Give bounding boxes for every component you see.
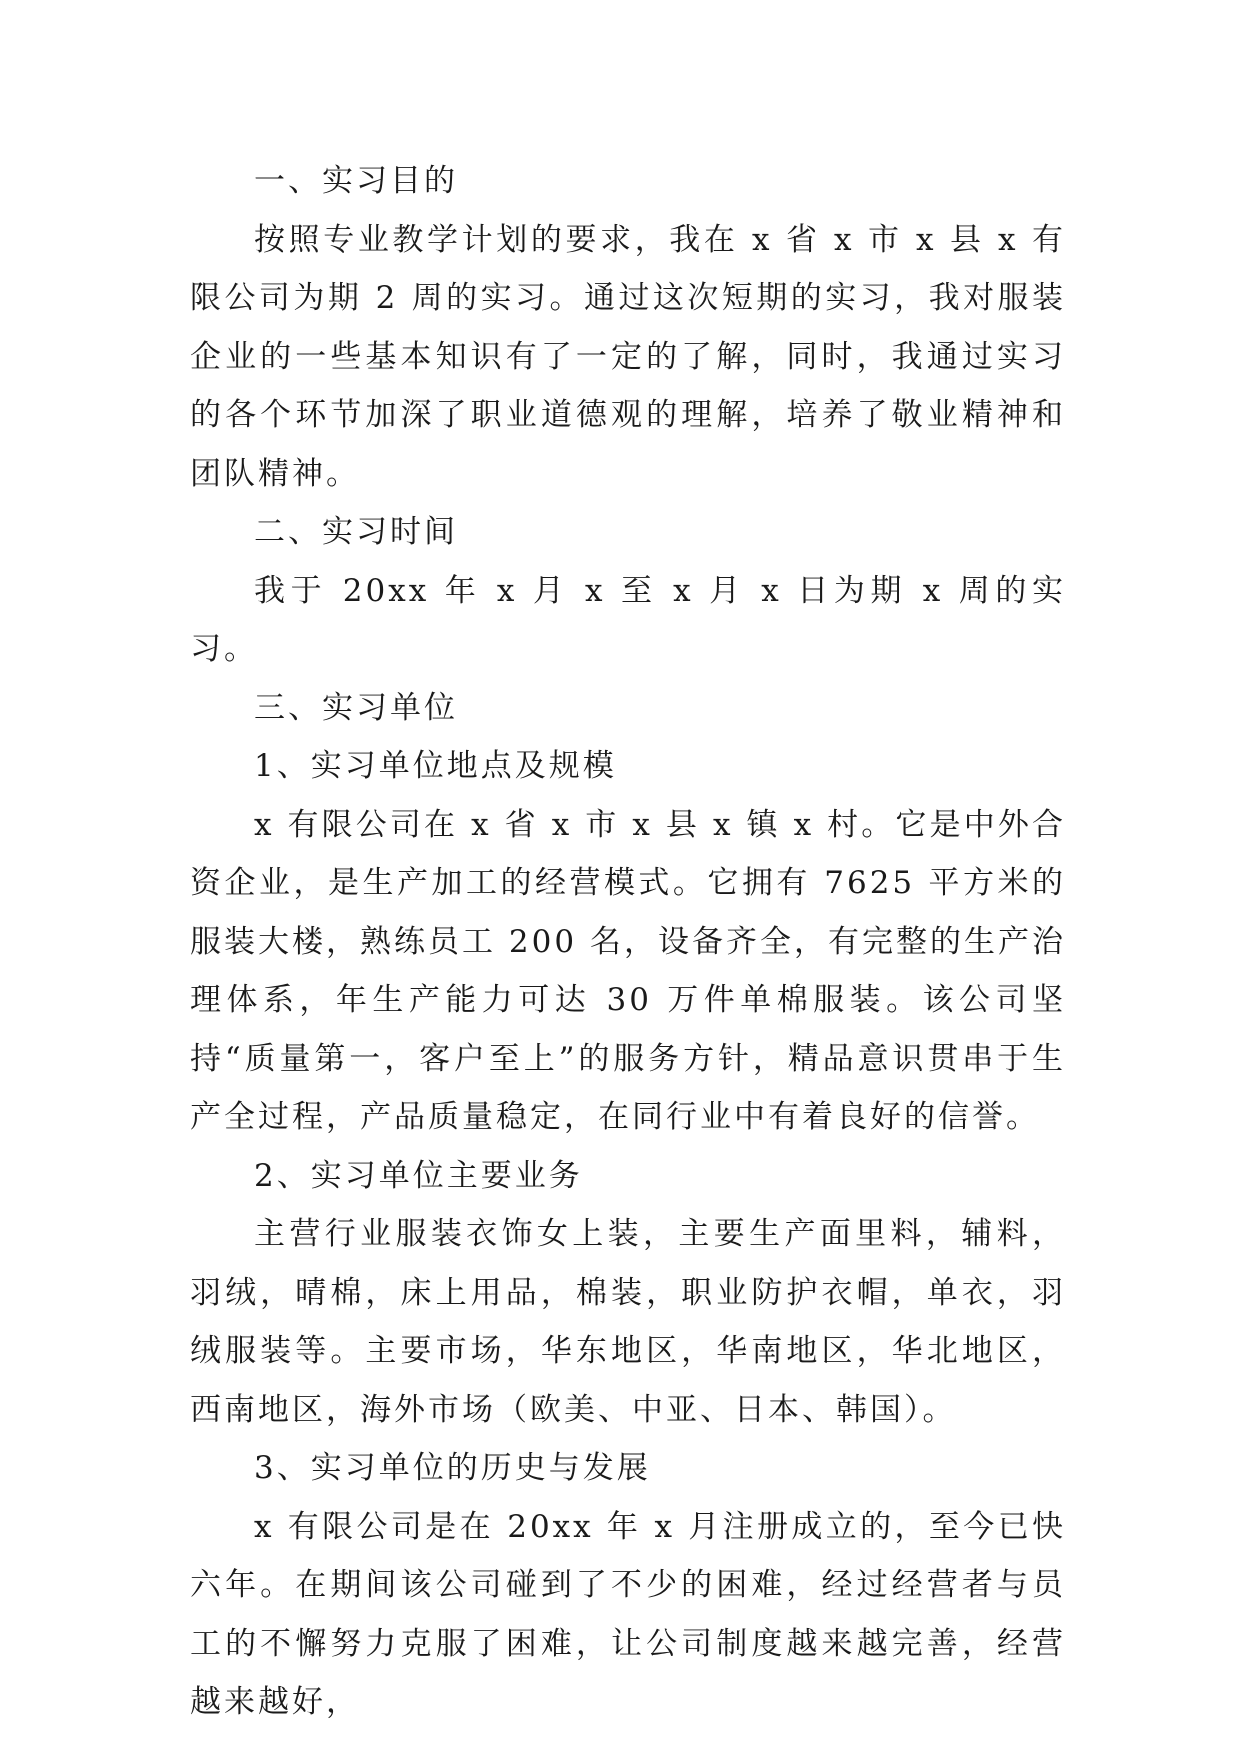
paragraph-time: 我于 20xx 年 x 月 x 至 x 月 x 日为期 x 周的实习。: [190, 572, 1066, 667]
paragraph-location: x 有限公司在 x 省 x 市 x 县 x 镇 x 村。它是中外合资企业，是生产加工的经营模式。它拥有 7625 平方米的服装大楼，熟练员工 200 名，设备齐全，有完整的生产治理体系，年生产能力可达 30 万件单棉服装。该公司坚持“质量第一，客户至上”的服务方针，精品意识贯串于生产全过程，产品质量稳定，在同行业中有着良好的信誉。: [190, 806, 1066, 1135]
section-heading-unit: 三、实习单位: [254, 689, 458, 726]
subheading-location: 1、实习单位地点及规模: [254, 748, 617, 784]
section-heading-purpose: 一、实习目的: [254, 163, 458, 199]
subheading-business: 2、实习单位主要业务: [254, 1157, 583, 1194]
paragraph-business: 主营行业服装衣饰女上装，主要生产面里料，辅料，羽绒，晴棉，床上用品，棉装，职业防护衣帽，单衣，羽绒服装等。主要市场，华东地区，华南地区，华北地区，西南地区，海外市场（欧美、中亚、日本、韩国）。: [190, 1216, 1066, 1428]
paragraph-history: x 有限公司是在 20xx 年 x 月注册成立的，至今已快六年。在期间该公司碰到了不少的困难，经过经营者与员工的不懈努力克服了困难，让公司制度越来越完善，经营越来越好，: [190, 1508, 1066, 1720]
document-body: [190, 152, 1066, 1732]
subheading-history: 3、实习单位的历史与发展: [254, 1450, 651, 1486]
paragraph-purpose: 按照专业教学计划的要求，我在 x 省 x 市 x 县 x 有限公司为期 2 周的实习。通过这次短期的实习，我对服装企业的一些基本知识有了一定的了解，同时，我通过实习的各个环节加深了职业道德观的理解，培养了敬业精神和团队精神。: [190, 221, 1066, 492]
section-heading-time: 二、实习时间: [254, 514, 458, 550]
